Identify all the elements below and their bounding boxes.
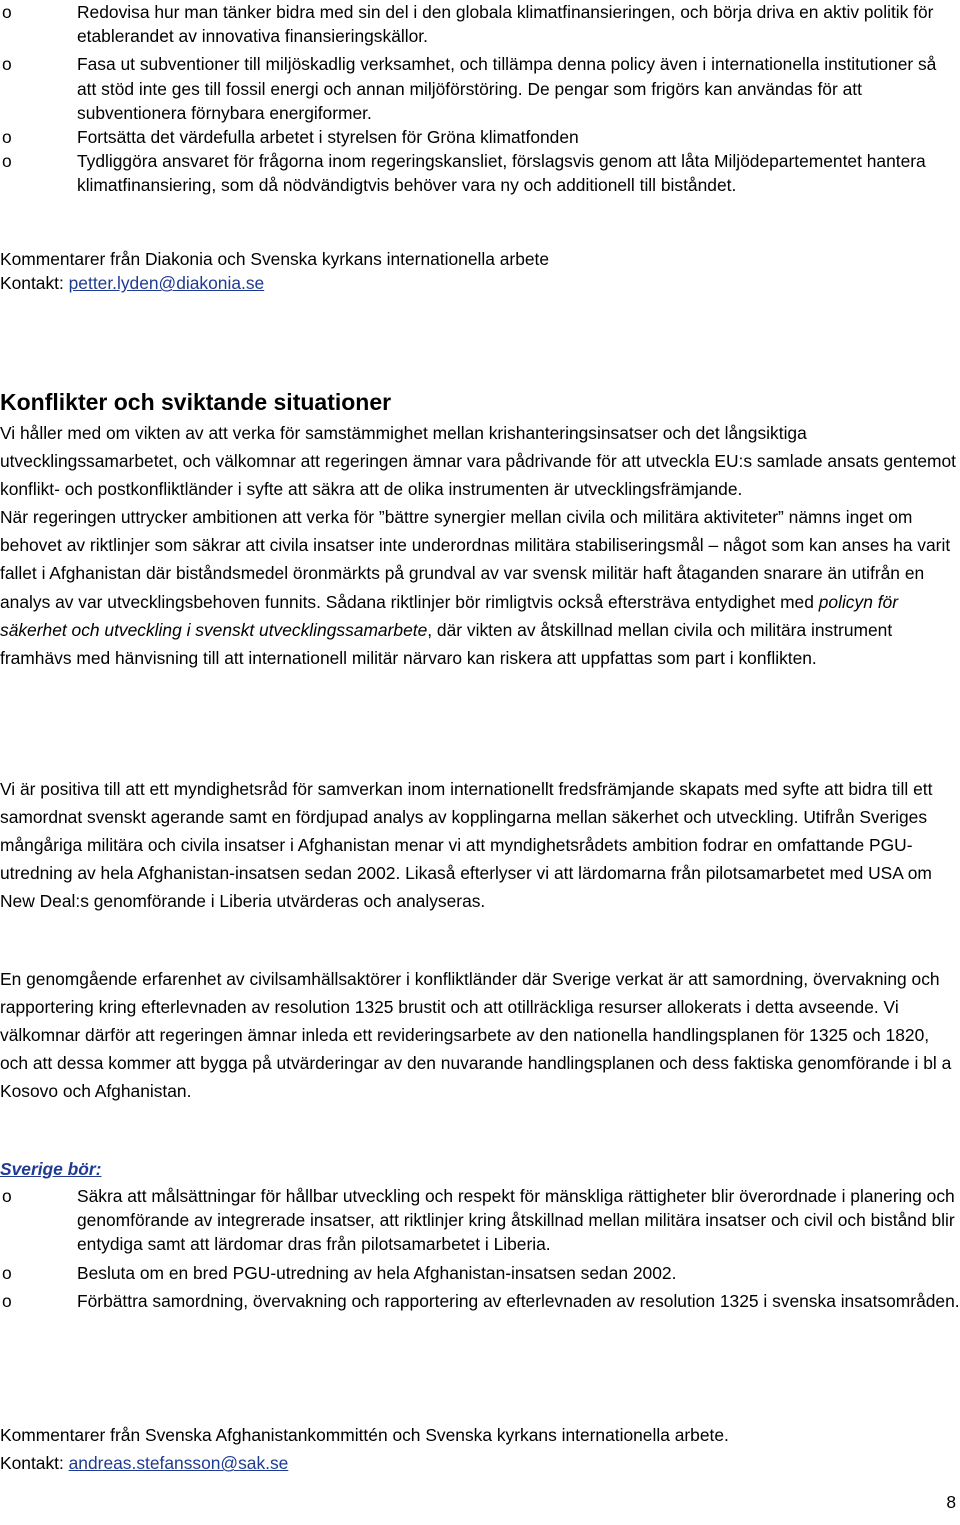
list-item [0, 1289, 960, 1313]
paragraph-1b-start: När regeringen uttrycker ambitionen att verka för ”bättre synergier mellan civila och militära aktiviteter” nämns inget om behovet av riktlinjer som säkrar att civila insatser inte underordnas militära stabiliseringsmål – något som kan anses ha varit fallet i Afghanistan där biståndsmedel öronmärkts på grundval av var svensk militär haft åtaganden snarare än utifrån en analys av var utvecklingsbehoven funnits. Sådana riktlinjer bör rimligtvis också eftersträva entydighet med [0, 507, 951, 612]
top-bullet-list [0, 0, 960, 198]
bullet-marker: o [2, 127, 12, 148]
bullet-marker: o [2, 151, 12, 172]
contact-line [0, 271, 960, 295]
contact-label: Kontakt: [0, 1453, 69, 1474]
list-item-text: Fortsätta det värdefulla arbetet i styrelsen för Gröna klimatfonden [77, 127, 579, 148]
paragraph-1 [0, 419, 960, 672]
comment-block-diakonia [0, 247, 960, 295]
comment-line: Kommentarer från Diakonia och Svenska kyrkans internationella arbete [0, 249, 550, 269]
subheading-sverige-bor: Sverige bör: [0, 1159, 102, 1179]
paragraph-3: En genomgående erfarenhet av civilsamhällsaktörer i konfliktländer där Sverige verkat är att samordning, övervakning och rapportering kring efterlevnaden av resolution 1325 brustit och att otillräckliga resurser allokerats i detta avseende. Vi välkomnar därför att regeringen ämnar inleda ett revideringsarbete av den nationella handlingsplanen för 1325 och 1820, och att dessa kommer att bygga på utvärderingar av den nuvarande handlingsplanen och dess faktiska genomförande i bl a Kosovo och Afghanistan. [0, 969, 952, 1102]
list-item-text: Tydliggöra ansvaret för frågorna inom regeringskansliet, förslagsvis genom att låta Miljödepartementet hantera klimatfinansiering, som då nödvändigtvis behöver vara ny och additionell till biståndet. [77, 151, 926, 196]
policy-title: policyn för säkerhet och utveckling i svenskt utvecklingssamarbete [0, 591, 898, 640]
list-item [0, 1184, 960, 1257]
paragraph-1b [0, 503, 960, 672]
paragraph-1b-end: , där vikten av åtskillnad mellan civila och militära instrument framhävs med hänvisning till att internationell militär närvaro kan riskera att uppfattas som part i konflikten. [0, 619, 893, 668]
section-heading: Konflikter och sviktande situationer [0, 389, 392, 415]
comment-line: Kommentarer från Svenska Afghanistankommittén och Svenska kyrkans internationella arbete. [0, 1425, 729, 1445]
top-bullet-list-wrapper [0, 0, 960, 198]
bullet-marker: o [2, 2, 12, 22]
list-item [0, 1261, 960, 1285]
paragraph-2: Vi är positiva till att ett myndighetsråd för samverkan inom internationellt fredsfrämjande skapats med syfte att bidra till ett samordnat svenskt agerande samt en fördjupad analys av kopplingarna mellan säkerhet och utveckling. Utifrån Sveriges mångåriga militära och civila insatser i Afghanistan menar vi att myndighetsrådets ambition fodrar en omfattande PGU-utredning av hela Afghanistan-insatsen sedan 2002. Likaså efterlyser vi att lärdomarna från pilotsamarbetet med USA om New Deal:s genomförande i Liberia utvärderas och analyseras. [0, 779, 933, 912]
paragraph-3-wrapper [0, 965, 960, 1105]
paragraph-1a: Vi håller med om vikten av att verka för samstämmighet mellan krishanteringsinsatser och det långsiktiga utvecklingssamarbetet, och välkomnar att regeringen ämnar vara pådrivande för att utveckla EU:s samlade ansats gentemot konflikt- och postkonfliktländer i syfte att säkra att de olika instrumenten är utvecklingsfrämjande. [0, 423, 957, 500]
list-item-text: Fasa ut subventioner till miljöskadlig verksamhet, och tillämpa denna policy även i internationella institutioner så att stöd inte ges till fossil energi och annan miljöförstöring. De pengar som frigörs kan användas för att subventionera förnybara energiformer. [77, 54, 937, 123]
list-item [0, 0, 960, 48]
list-item-text: Förbättra samordning, övervakning och rapportering av efterlevnaden av resolution 1325 i svenska insatsområden. [77, 1290, 960, 1311]
section-heading-wrapper [0, 387, 960, 417]
section-bullet-list [0, 1184, 960, 1313]
list-item-text: Besluta om en bred PGU-utredning av hela Afghanistan-insatsen sedan 2002. [77, 1262, 677, 1283]
contact-line [0, 1451, 960, 1475]
contact-email-link[interactable]: petter.lyden@diakonia.se [68, 273, 265, 294]
subheading-wrapper [0, 1157, 960, 1181]
list-item [0, 149, 960, 197]
bullet-marker: o [2, 1262, 12, 1283]
list-item [0, 52, 960, 125]
paragraph-2-wrapper [0, 775, 960, 915]
section-bullet-list-wrapper [0, 1184, 960, 1313]
page-number: 8 [946, 1492, 956, 1512]
bullet-marker: o [2, 1186, 12, 1206]
list-item-text: Säkra att målsättningar för hållbar utveckling och respekt för mänskliga rättigheter blir överordnade i planering och genomförande av integrerade insatser, att riktlinjer kring åtskillnad mellan militära insatser och civil och bistånd blir entydiga samt att lärdomar dras från pilotsamarbetet i Liberia. [77, 1186, 955, 1255]
contact-email-link[interactable]: andreas.stefansson@sak.se [68, 1453, 289, 1474]
bullet-marker: o [2, 54, 12, 75]
contact-label: Kontakt: [0, 273, 69, 294]
bullet-marker: o [2, 1290, 12, 1311]
list-item [0, 125, 960, 149]
list-item-text: Redovisa hur man tänker bidra med sin del i den globala klimatfinansieringen, och börja driva en aktiv politik för etablerandet av innovativa finansieringskällor. [77, 2, 934, 47]
comment-block-sak [0, 1423, 960, 1475]
